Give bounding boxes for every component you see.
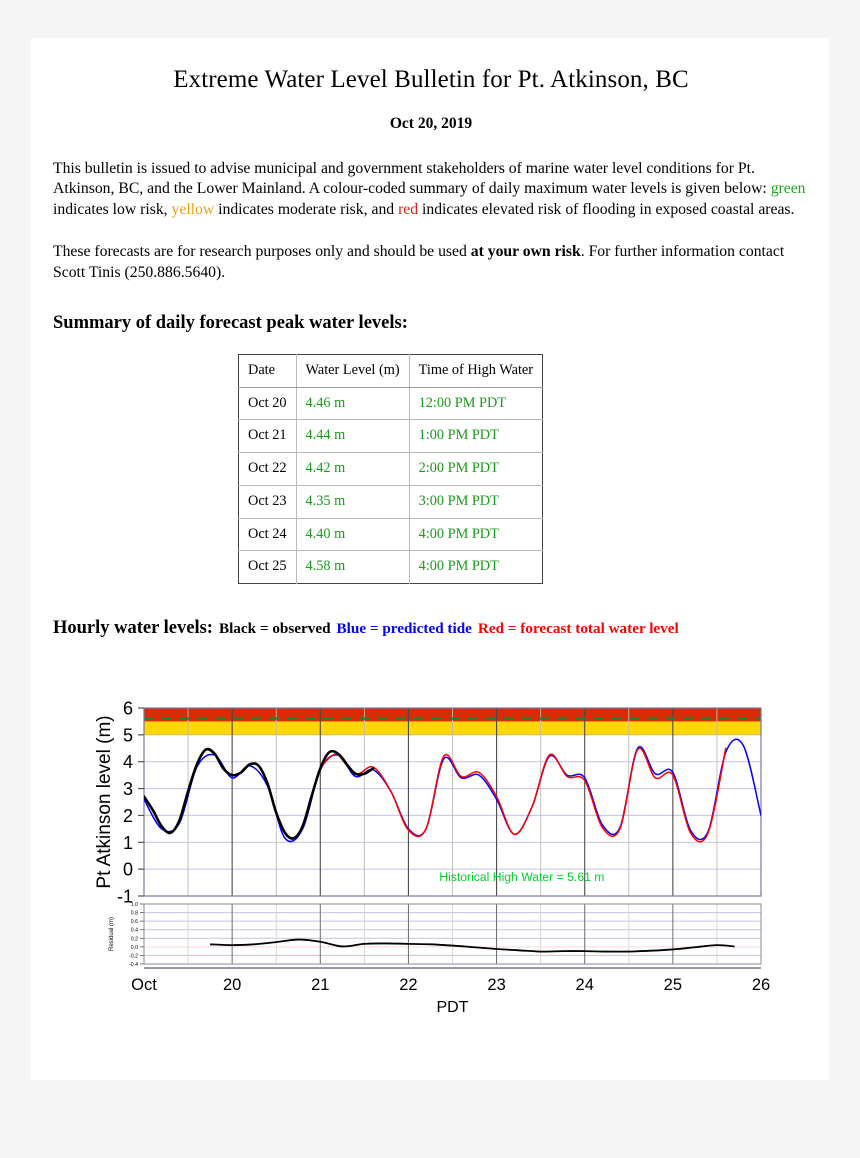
legend-forecast-total: Red = forecast total water level	[477, 620, 679, 638]
residual-axis-title: Residual (m)	[109, 916, 115, 952]
x-tick-label: 20	[222, 976, 242, 994]
green-keyword: green	[770, 180, 806, 198]
table-row	[239, 485, 543, 518]
table-row	[239, 420, 543, 453]
summary-table-container	[238, 354, 809, 584]
table-header-water-level: Water Level (m)	[296, 355, 409, 388]
document-date: Oct 20, 2019	[389, 115, 473, 132]
residual-tick-label: -0.4	[129, 962, 138, 968]
historical-high-water-annotation: Historical High Water = 5.61 m	[439, 870, 605, 885]
page-title: Extreme Water Level Bulletin for Pt. Atkinson, BC	[173, 66, 689, 93]
red-keyword: red	[398, 200, 419, 218]
table-cell-date: Oct 20	[239, 387, 297, 420]
table-cell-date: Oct 22	[239, 453, 297, 486]
table-body	[239, 387, 543, 583]
chart-svg	[91, 686, 791, 1016]
y-tick-label: 0	[122, 859, 133, 880]
y-tick-label: 5	[122, 725, 133, 746]
daily-forecast-table	[238, 354, 543, 584]
table-header-row	[239, 355, 543, 388]
x-axis-title: PDT	[436, 999, 469, 1016]
table-cell-time: 2:00 PM PDT	[409, 453, 542, 486]
table-cell-time: 4:00 PM PDT	[409, 518, 542, 551]
table-cell-water-level: 4.42 m	[296, 453, 409, 486]
table-row	[239, 387, 543, 420]
table-cell-date: Oct 23	[239, 485, 297, 518]
table-cell-date: Oct 21	[239, 420, 297, 453]
table-row	[239, 453, 543, 486]
disclaimer-seg-1: These forecasts are for research purposes only and should be used	[53, 243, 471, 261]
x-tick-label: 26	[751, 976, 771, 994]
table-cell-time: 1:00 PM PDT	[409, 420, 542, 453]
y-tick-label: 2	[122, 805, 133, 826]
x-tick-label: Oct	[131, 976, 157, 994]
table-cell-time: 4:00 PM PDT	[409, 551, 542, 584]
intro-seg-2: indicates low risk,	[53, 200, 172, 218]
disclaimer-seg-2: . For further information contact Scott Tinis (250.886.5640).	[53, 243, 785, 281]
table-header-date: Date	[239, 355, 297, 388]
table-cell-date: Oct 24	[239, 518, 297, 551]
document-page	[31, 38, 829, 1080]
disclaimer-paragraph	[53, 242, 809, 283]
table-cell-date: Oct 25	[239, 551, 297, 584]
intro-seg-4: indicates elevated risk of flooding in exposed coastal areas.	[418, 200, 795, 218]
x-tick-label: 21	[311, 976, 330, 994]
y-axis-title: Pt Atkinson level (m)	[94, 715, 115, 889]
table-head	[239, 355, 543, 388]
y-tick-label: 4	[122, 752, 133, 773]
table-cell-water-level: 4.44 m	[296, 420, 409, 453]
table-cell-water-level: 4.46 m	[296, 387, 409, 420]
y-tick-label: -1	[116, 886, 133, 907]
x-tick-label: 23	[487, 976, 506, 994]
table-row	[239, 518, 543, 551]
intro-seg-1: This bulletin is issued to advise municipal and government stakeholders of marine water level conditions for Pt. Atkinson, BC, and the Lower Mainland. A colour-coded summary of daily maximum water levels is given below:	[53, 160, 771, 198]
chart-heading-label: Hourly water levels:	[53, 618, 213, 639]
legend-predicted-tide: Blue = predicted tide	[336, 620, 472, 638]
y-tick-label: 6	[122, 698, 133, 719]
residual-tick-label: 0.0	[130, 944, 138, 951]
residual-tick-label: 1.0	[130, 902, 138, 908]
intro-seg-3: indicates moderate risk, and	[214, 200, 399, 218]
disclaimer-emphasis: at your own risk	[470, 243, 581, 261]
residual-tick-label: 0.8	[130, 910, 138, 917]
residual-tick-label: 0.4	[130, 927, 138, 934]
table-cell-water-level: 4.58 m	[296, 551, 409, 584]
x-tick-label: 25	[663, 976, 683, 994]
y-tick-label: 1	[122, 832, 133, 853]
legend-observed: Black = observed	[218, 620, 331, 638]
residual-tick-label: 0.2	[130, 936, 138, 943]
intro-paragraph	[53, 159, 809, 220]
yellow-keyword: yellow	[171, 200, 215, 218]
x-tick-label: 22	[399, 976, 418, 994]
table-cell-time: 12:00 PM PDT	[409, 387, 542, 420]
residual-tick-label: -0.2	[129, 953, 138, 960]
hourly-water-levels-chart	[91, 686, 791, 1016]
y-tick-label: 3	[122, 779, 133, 800]
residual-tick-label: 0.6	[130, 919, 138, 926]
table-cell-water-level: 4.35 m	[296, 485, 409, 518]
document-content	[53, 38, 809, 639]
table-cell-water-level: 4.40 m	[296, 518, 409, 551]
x-tick-label: 24	[575, 976, 594, 994]
summary-section-title: Summary of daily forecast peak water levels:	[53, 313, 408, 334]
table-cell-time: 3:00 PM PDT	[409, 485, 542, 518]
table-header-time: Time of High Water	[409, 355, 542, 388]
chart-legend-heading	[53, 618, 809, 639]
table-row	[239, 551, 543, 584]
